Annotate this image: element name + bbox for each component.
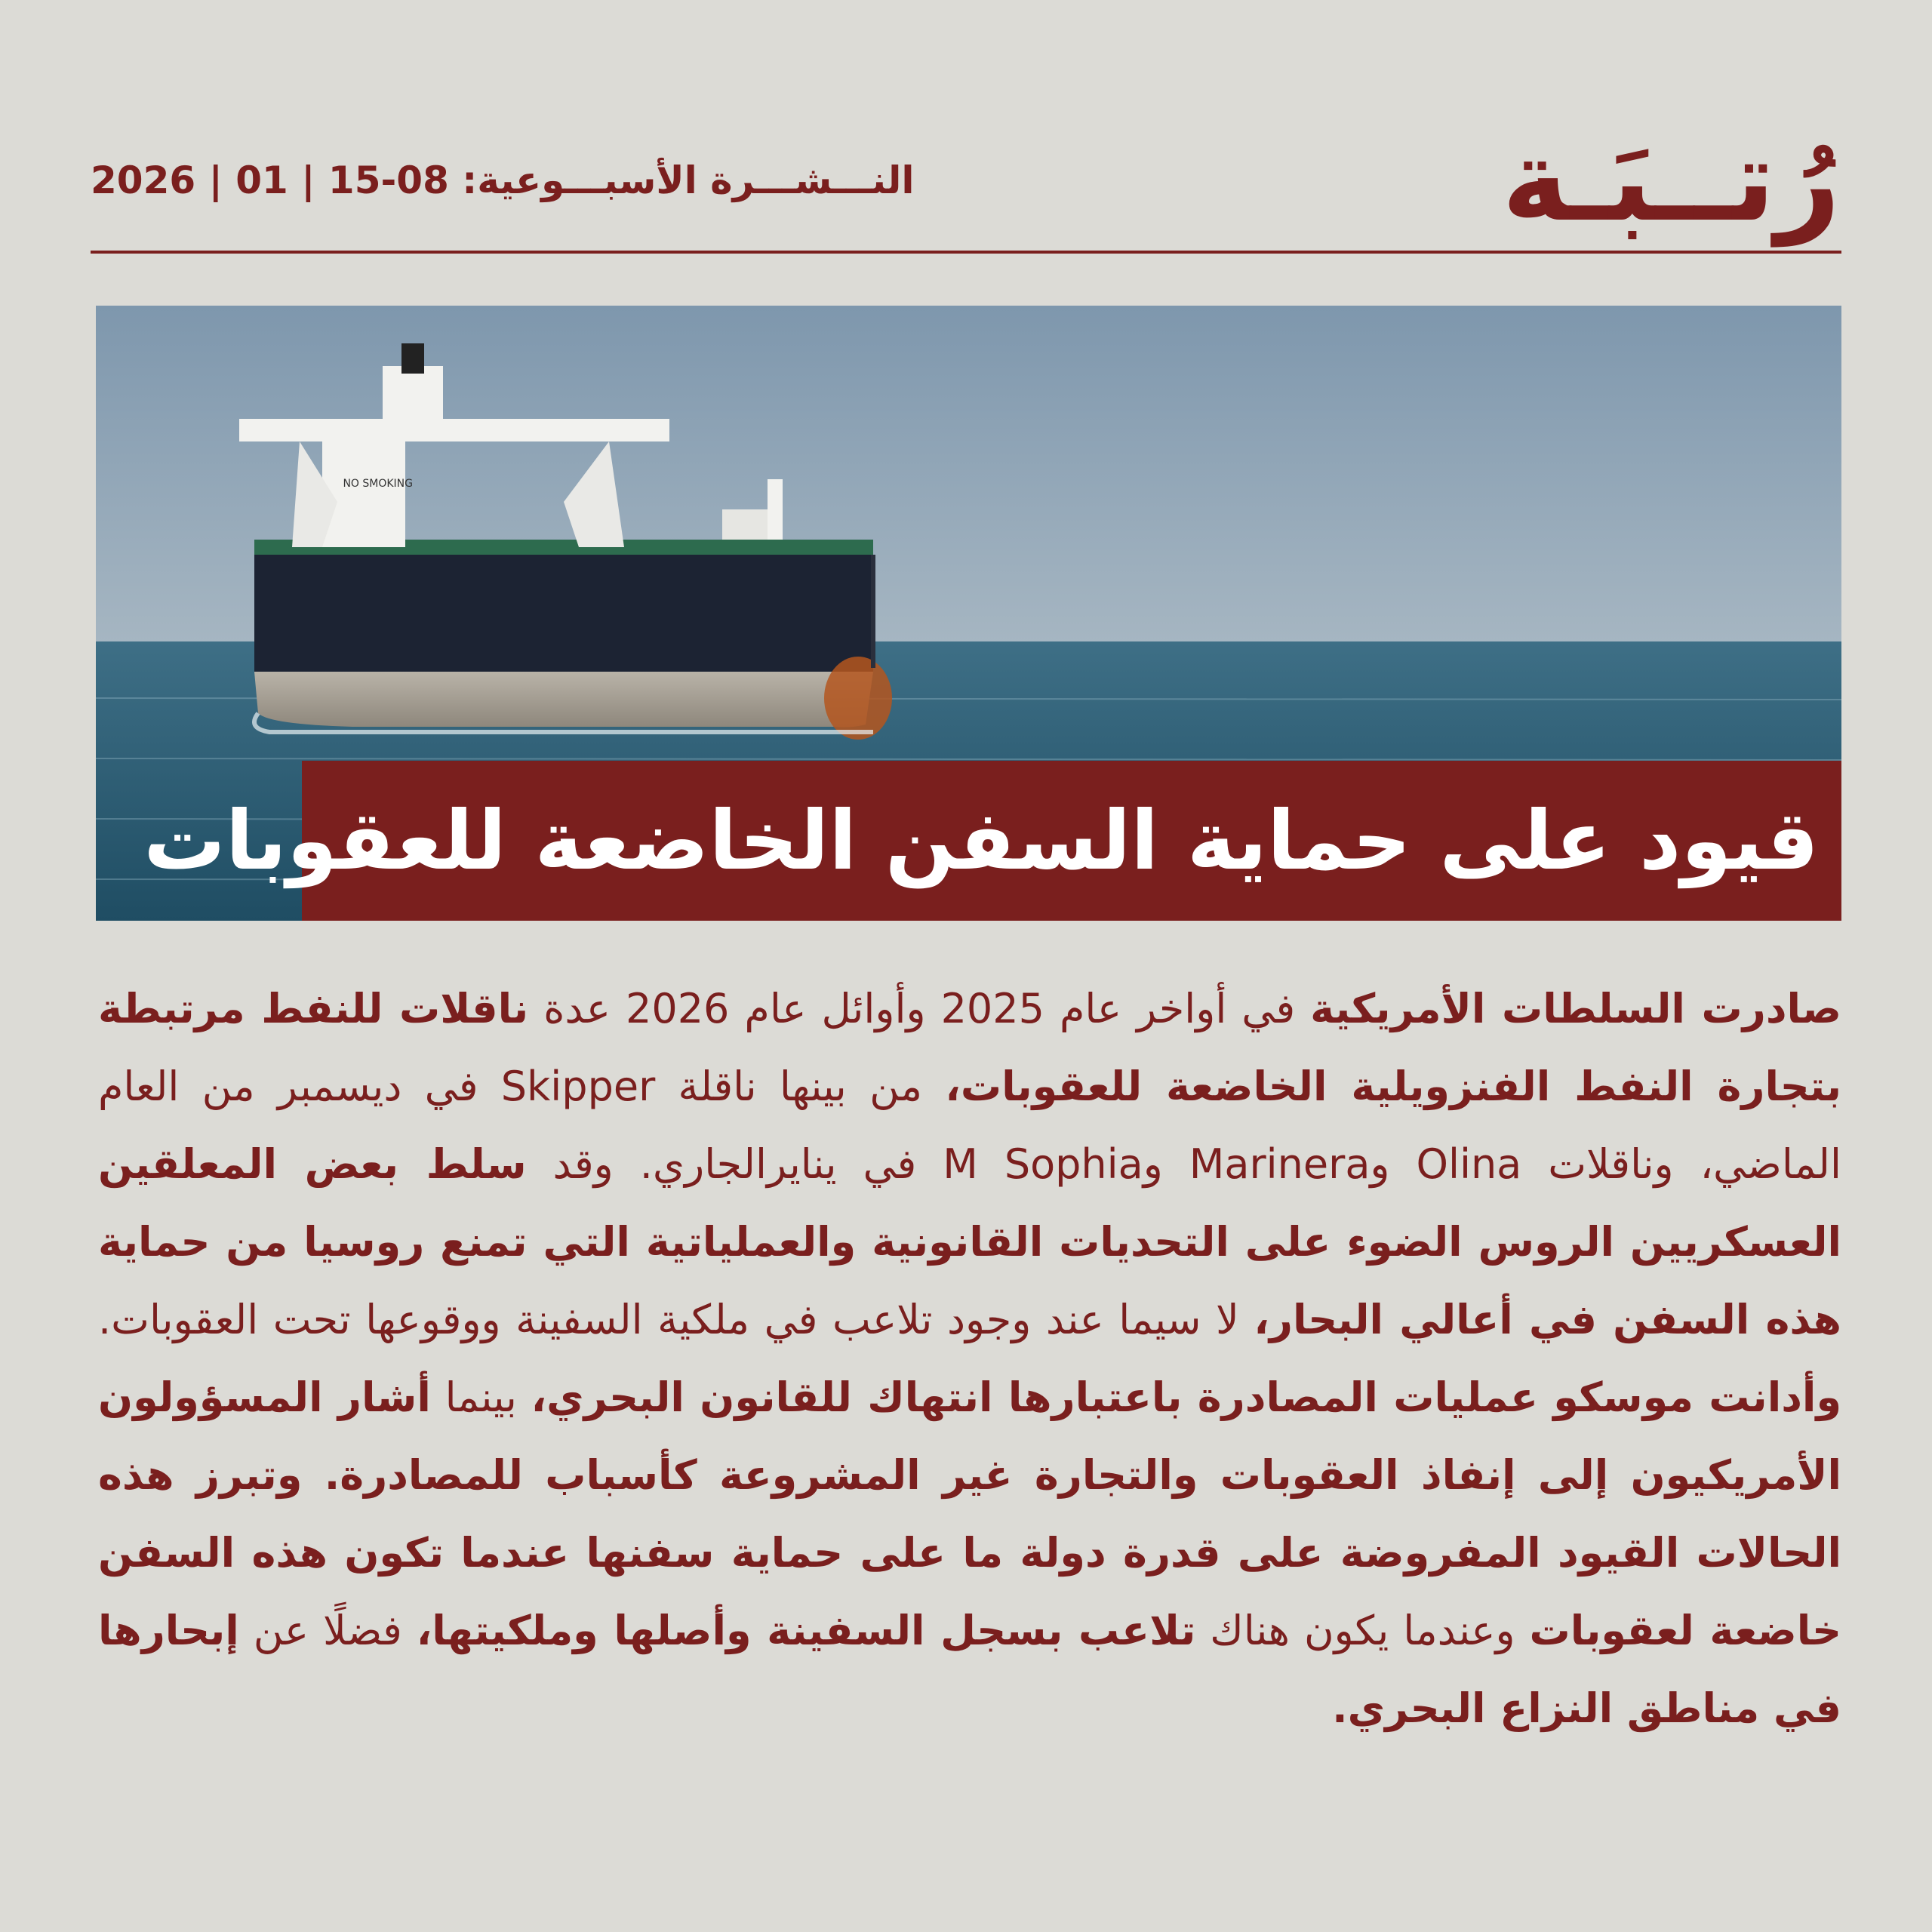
- article-segment-bold: وأدانت موسكو عمليات المصادرة باعتبارها انتهاك للقانون البحري،: [531, 1374, 1842, 1421]
- article-body: [98, 970, 1841, 1747]
- article-segment-bold: إبحارها في مناطق النزاع البحري.: [98, 1607, 1841, 1732]
- article-segment: من بينها ناقلة Skipper في ديسمبر من العام الماضي، وناقلات Olina وMarinera وM Sophia في ينايرالجاري. وقد: [98, 1063, 1842, 1188]
- article-segment: لا سيما عند وجود تلاعب في ملكية السفينة ووقوعها تحت العقوبات.: [98, 1296, 1254, 1343]
- brand-logo: [1502, 106, 1864, 257]
- article-segment: فضلًا عن: [238, 1607, 417, 1654]
- article-segment-bold: سلط بعض المعلقين العسكريين الروس الضوء على التحديات القانونية والعملياتية التي تمنع روسيا من حماية هذه السفن في أعالي البحار،: [98, 1140, 1841, 1343]
- article-segment: في أواخر عام 2025 وأوائل عام 2026 عدة: [528, 985, 1311, 1032]
- article-segment: وعندما يكون هناك: [1195, 1607, 1530, 1654]
- newsletter-issue-label: النـــشـــرة الأسبـــوعية: 08-15 | 01 | 2026: [91, 158, 915, 202]
- header-divider: [91, 251, 1841, 254]
- article-segment-bold: ناقلات للنفط مرتبطة بتجارة النفط الفنزويلية الخاضعة للعقوبات،: [98, 985, 1842, 1110]
- article-segment: بينما: [430, 1374, 531, 1421]
- article-segment-bold: صادرت السلطات الأمريكية: [1310, 985, 1841, 1032]
- article-segment-bold: تلاعب بسجل السفينة وأصلها وملكيتها،: [416, 1607, 1196, 1654]
- headline-title: قيود على حماية السفن الخاضعة للعقوبات: [143, 793, 1819, 888]
- hero-image: [96, 306, 1841, 921]
- headline-banner: [143, 761, 1841, 921]
- brand-logo-text: رُتــبَـة: [1502, 115, 1841, 247]
- article-segment-bold: أشار المسؤولون الأمريكيون إلى إنفاذ العقوبات والتجارة غير المشروعة كأسباب للمصادرة. وتبرز هذه الحالات القيود المفروضة على قدرة دولة ما على حماية سفنها عندما تكون هذه السفن خاضعة لعقوبات: [98, 1374, 1841, 1654]
- hull-lettering: NO SMOKING: [343, 478, 413, 490]
